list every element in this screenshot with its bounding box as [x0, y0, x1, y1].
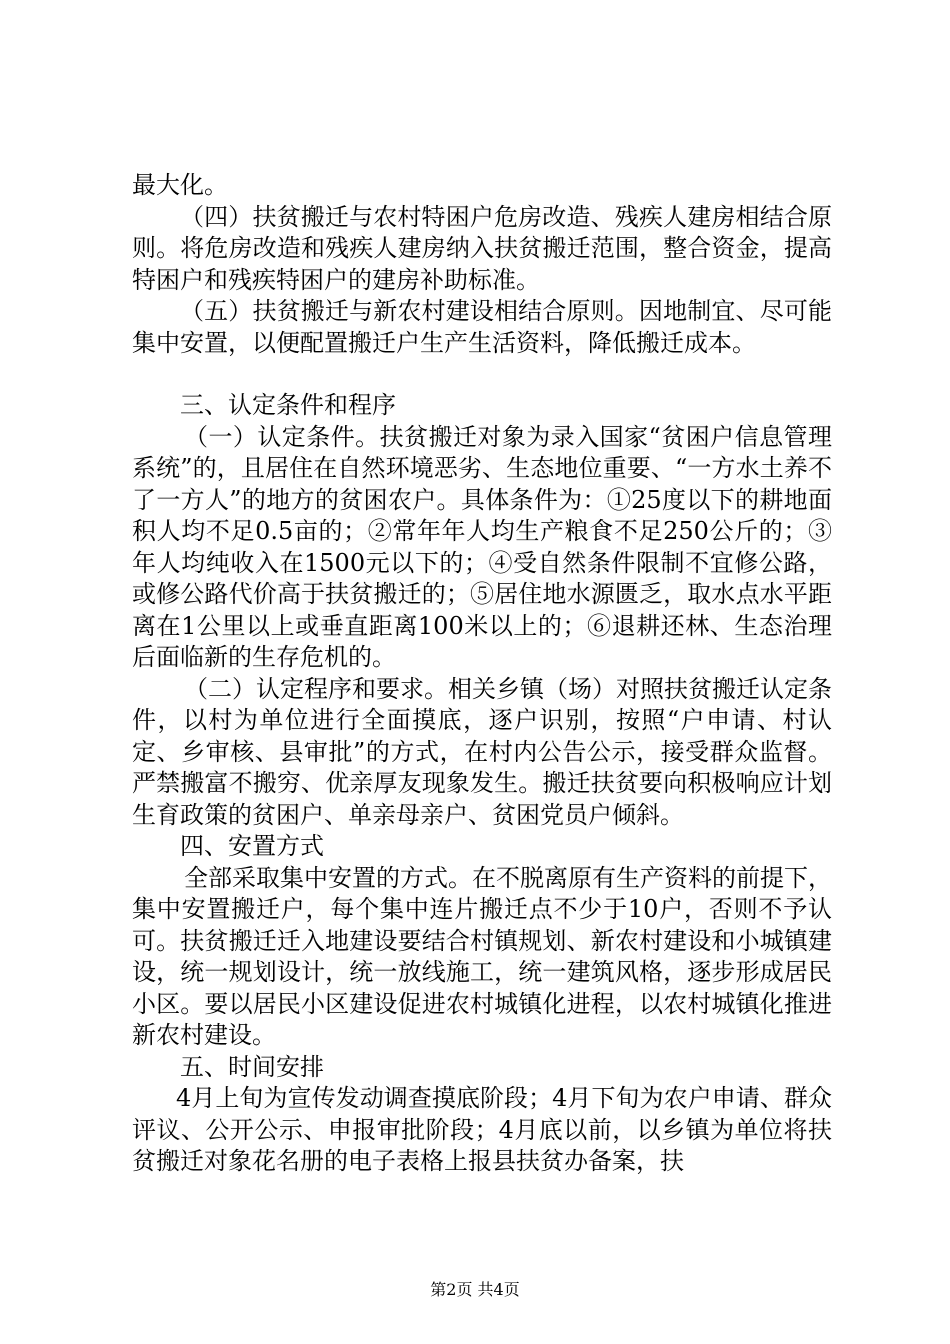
paragraph-procedure: （二）认定程序和要求。相关乡镇（场）对照扶贫搬迁认定条件，以村为单位进行全面摸底，逐户识别，按照“户申请、村认定、乡审核、县审批”的方式，在村内公告公示，接受群众监督。严禁搬富不搬穷、优亲厚友现象发生。搬迁扶贫要向积极响应计划生育政策的贫困户、单亲母亲户、贫困党员户倾斜。 — [132, 674, 832, 829]
paragraph-gap — [132, 359, 832, 390]
paragraph-principle-5: （五）扶贫搬迁与新农村建设相结合原则。因地制宜、尽可能集中安置，以便配置搬迁户生产生活资料，降低搬迁成本。 — [132, 297, 832, 357]
page-number: 第2页 共4页 — [430, 1280, 520, 1299]
paragraph-principle-4: （四）扶贫搬迁与农村特困户危房改造、残疾人建房相结合原则。将危房改造和残疾人建房纳入扶贫搬迁范围，整合资金，提高特困户和残疾特困户的建房补助标准。 — [132, 202, 832, 294]
paragraph-schedule: 4月上旬为宣传发动调查摸底阶段；4月下旬为农户申请、群众评议、公开公示、申报审批阶段；4月底以前，以乡镇为单位将扶贫搬迁对象花名册的电子表格上报县扶贫办备案，扶 — [132, 1084, 832, 1175]
paragraph-continuation: 最大化。 — [132, 171, 228, 199]
document-body — [132, 170, 832, 1178]
section-heading-4: 四、安置方式 — [180, 832, 324, 860]
paragraph-conditions: （一）认定条件。扶贫搬迁对象为录入国家“贫困户信息管理系统”的，且居住在自然环境恶劣、生态地位重要、“一方水土养不了一方人”的地方的贫困农户。具体条件为：①25度以下的耕地面积人均不足0.5亩的；②常年年人均生产粮食不足250公斤的；③年人均纯收入在1500元以下的；④受自然条件限制不宜修公路，或修公路代价高于扶贫搬迁的；⑤居住地水源匮乏，取水点水平距离在1公里以上或垂直距离100米以上的；⑥退耕还林、生态治理后面临新的生存危机的。 — [132, 422, 832, 671]
paragraph-placement: 全部采取集中安置的方式。在不脱离原有生产资料的前提下，集中安置搬迁户，每个集中连片搬迁点不少于10户，否则不予认可。扶贫搬迁迁入地建设要结合村镇规划、新农村建设和小城镇建设，统一规划设计，统一放线施工，统一建筑风格，逐步形成居民小区。要以居民小区建设促进农村城镇化进程，以农村城镇化推进新农村建设。 — [132, 863, 832, 1049]
section-heading-3: 三、认定条件和程序 — [180, 391, 396, 419]
section-heading-5: 五、时间安排 — [180, 1052, 324, 1081]
